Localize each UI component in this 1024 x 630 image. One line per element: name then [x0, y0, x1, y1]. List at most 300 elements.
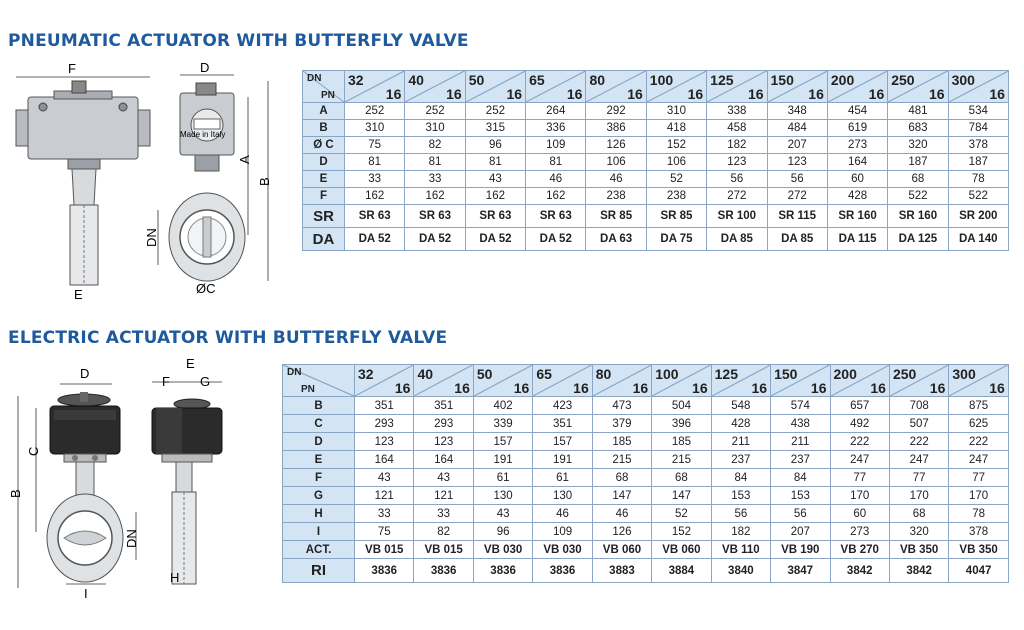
table-cell: 162: [405, 188, 465, 205]
table-row: [303, 188, 1009, 205]
table-cell: 78: [948, 171, 1008, 188]
table-cell: 507: [889, 415, 948, 433]
dn-value: 150: [774, 366, 798, 382]
dn-column-header: [465, 71, 525, 103]
table-cell: 75: [355, 523, 414, 541]
table-row: [283, 451, 1009, 469]
table-row: [303, 137, 1009, 154]
dn-value: 40: [417, 366, 434, 382]
table-cell: 428: [827, 188, 887, 205]
table-cell: 264: [526, 103, 586, 120]
table-cell: 3836: [473, 559, 532, 583]
table-cell: 82: [405, 137, 465, 154]
row-label: I: [283, 523, 355, 541]
table-cell: VB 060: [592, 541, 651, 559]
dn-value: 80: [589, 72, 606, 88]
table-cell: 123: [355, 433, 414, 451]
table-cell: 77: [830, 469, 889, 487]
table-cell: 336: [526, 120, 586, 137]
pneumatic-section-title: PNEUMATIC ACTUATOR WITH BUTTERFLY VALVE: [8, 31, 469, 51]
dn-pn-corner: [303, 71, 345, 103]
row-label: E: [283, 451, 355, 469]
dn-header-label: DN: [287, 367, 302, 378]
pn-value: 16: [506, 86, 523, 102]
dn-header-label: DN: [307, 73, 322, 84]
table-cell: 81: [526, 154, 586, 171]
table-cell: 33: [355, 505, 414, 523]
table-cell: DA 52: [465, 228, 525, 251]
table-cell: 252: [345, 103, 405, 120]
table-cell: 292: [586, 103, 646, 120]
table-cell: 237: [711, 451, 770, 469]
table-cell: SR 63: [405, 205, 465, 228]
dn-column-header: [345, 71, 405, 103]
dn-column-header: [473, 365, 532, 397]
table-cell: 351: [355, 397, 414, 415]
table-cell: 68: [889, 505, 948, 523]
row-label: D: [303, 154, 345, 171]
dn-column-header: [707, 71, 767, 103]
table-cell: VB 030: [533, 541, 592, 559]
table-cell: 68: [592, 469, 651, 487]
table-row: [283, 505, 1009, 523]
table-cell: 46: [533, 505, 592, 523]
electric-section-title: ELECTRIC ACTUATOR WITH BUTTERFLY VALVE: [8, 328, 448, 348]
table-cell: 33: [414, 505, 473, 523]
label-a: A: [237, 155, 252, 164]
table-cell: 315: [465, 120, 525, 137]
table-cell: 252: [405, 103, 465, 120]
table-cell: 339: [473, 415, 532, 433]
table-row: [283, 559, 1009, 583]
row-label: E: [303, 171, 345, 188]
label-c: ØC: [196, 281, 216, 296]
table-cell: 68: [652, 469, 711, 487]
table-cell: 109: [533, 523, 592, 541]
table-cell: 43: [414, 469, 473, 487]
table-cell: 3842: [889, 559, 948, 583]
dn-value: 32: [348, 72, 364, 88]
table-cell: 784: [948, 120, 1008, 137]
table-cell: 164: [414, 451, 473, 469]
table-cell: 247: [830, 451, 889, 469]
table-cell: 492: [830, 415, 889, 433]
dn-column-header: [767, 71, 827, 103]
table-cell: 170: [830, 487, 889, 505]
table-cell: DA 115: [827, 228, 887, 251]
dn-column-header: [405, 71, 465, 103]
row-label: DA: [303, 228, 345, 251]
table-cell: 147: [592, 487, 651, 505]
table-cell: SR 85: [646, 205, 706, 228]
pn-value: 16: [808, 86, 824, 102]
dn-column-header: [949, 365, 1008, 397]
table-cell: 418: [646, 120, 706, 137]
table-cell: 272: [767, 188, 827, 205]
pn-header-label: PN: [321, 90, 335, 101]
table-cell: 56: [711, 505, 770, 523]
label-b: B: [257, 177, 272, 186]
electric-valve-drawing: [4, 352, 276, 602]
nameplate-text: Made in Italy: [180, 130, 226, 139]
pn-value: 16: [566, 86, 583, 102]
dn-column-header: [652, 365, 711, 397]
table-cell: DA 63: [586, 228, 646, 251]
table-row: [303, 154, 1009, 171]
table-cell: 3836: [414, 559, 473, 583]
table-cell: 351: [533, 415, 592, 433]
table-cell: VB 270: [830, 541, 889, 559]
table-cell: 61: [533, 469, 592, 487]
table-cell: 46: [526, 171, 586, 188]
table-cell: 81: [465, 154, 525, 171]
table-cell: 215: [652, 451, 711, 469]
pn-value: 16: [385, 86, 402, 102]
table-cell: 84: [771, 469, 830, 487]
dn-column-header: [533, 365, 592, 397]
table-cell: 548: [711, 397, 770, 415]
table-row: [283, 523, 1009, 541]
dn-value: 200: [833, 366, 857, 382]
table-cell: 378: [948, 137, 1008, 154]
row-label: G: [283, 487, 355, 505]
row-label: A: [303, 103, 345, 120]
table-cell: VB 190: [771, 541, 830, 559]
table-cell: 60: [830, 505, 889, 523]
pn-value: 16: [989, 380, 1005, 396]
table-cell: 222: [949, 433, 1008, 451]
row-label: RI: [283, 559, 355, 583]
table-cell: 619: [827, 120, 887, 137]
table-cell: 81: [405, 154, 465, 171]
table-cell: 109: [526, 137, 586, 154]
table-cell: 272: [707, 188, 767, 205]
table-cell: VB 110: [711, 541, 770, 559]
row-label: F: [283, 469, 355, 487]
table-cell: 211: [711, 433, 770, 451]
dn-value: 150: [770, 72, 794, 88]
electric-actuator-front: [47, 392, 123, 582]
table-cell: 222: [830, 433, 889, 451]
table-cell: 310: [405, 120, 465, 137]
pn-value: 16: [394, 380, 411, 396]
pn-value: 16: [747, 86, 764, 102]
table-cell: 402: [473, 397, 532, 415]
table-cell: SR 63: [465, 205, 525, 228]
row-label: D: [283, 433, 355, 451]
dn-value: 50: [476, 366, 493, 382]
table-cell: SR 100: [707, 205, 767, 228]
table-row: [283, 541, 1009, 559]
table-cell: 293: [414, 415, 473, 433]
table-cell: 386: [586, 120, 646, 137]
table-cell: 504: [652, 397, 711, 415]
table-cell: 273: [830, 523, 889, 541]
table-cell: 96: [465, 137, 525, 154]
table-cell: 187: [948, 154, 1008, 171]
table-cell: 237: [771, 451, 830, 469]
dn-column-header: [771, 365, 830, 397]
pn-value: 16: [929, 380, 946, 396]
table-cell: 428: [711, 415, 770, 433]
table-cell: 96: [473, 523, 532, 541]
table-row: [283, 397, 1009, 415]
dn-value: 125: [710, 72, 734, 88]
table-cell: SR 200: [948, 205, 1008, 228]
table-cell: 320: [888, 137, 948, 154]
table-cell: 708: [889, 397, 948, 415]
table-cell: 77: [889, 469, 948, 487]
table-cell: 396: [652, 415, 711, 433]
label-e: E: [74, 287, 83, 302]
pn-value: 16: [632, 380, 649, 396]
table-cell: 348: [767, 103, 827, 120]
label-f: F: [68, 61, 76, 76]
dn-column-header: [646, 71, 706, 103]
table-cell: 473: [592, 397, 651, 415]
table-cell: 162: [345, 188, 405, 205]
pn-value: 16: [446, 86, 462, 102]
table-cell: 84: [711, 469, 770, 487]
table-cell: 126: [592, 523, 651, 541]
table-cell: 106: [586, 154, 646, 171]
table-cell: 164: [827, 154, 887, 171]
table-cell: DA 85: [707, 228, 767, 251]
row-label: F: [303, 188, 345, 205]
table-cell: 378: [949, 523, 1008, 541]
table-cell: 121: [355, 487, 414, 505]
table-cell: 43: [355, 469, 414, 487]
table-cell: 310: [646, 103, 706, 120]
dn-column-header: [592, 365, 651, 397]
table-cell: 81: [345, 154, 405, 171]
pn-value: 16: [513, 380, 530, 396]
table-cell: 123: [767, 154, 827, 171]
table-row: [303, 120, 1009, 137]
table-row: [283, 415, 1009, 433]
row-label: H: [283, 505, 355, 523]
table-cell: VB 350: [949, 541, 1008, 559]
table-cell: 162: [526, 188, 586, 205]
table-row: [283, 433, 1009, 451]
dn-value: 40: [408, 72, 424, 88]
table-cell: 33: [345, 171, 405, 188]
table-cell: 56: [707, 171, 767, 188]
pn-value: 16: [929, 86, 945, 102]
dn-value: 32: [358, 366, 374, 382]
table-row: [303, 228, 1009, 251]
table-cell: 164: [355, 451, 414, 469]
table-cell: 3836: [533, 559, 592, 583]
dn-value: 65: [536, 366, 552, 382]
table-cell: 379: [592, 415, 651, 433]
table-cell: 60: [827, 171, 887, 188]
table-cell: 247: [889, 451, 948, 469]
dn-value: 100: [649, 72, 674, 88]
table-cell: 310: [345, 120, 405, 137]
table-cell: VB 030: [473, 541, 532, 559]
table-cell: 293: [355, 415, 414, 433]
label-f-electric: F: [162, 374, 170, 389]
pn-value: 16: [687, 86, 704, 102]
header-row: [283, 365, 1009, 397]
table-cell: 238: [586, 188, 646, 205]
pn-value: 16: [692, 380, 708, 396]
table-cell: 123: [707, 154, 767, 171]
table-cell: DA 52: [526, 228, 586, 251]
pneumatic-actuator-front: [16, 81, 150, 285]
table-cell: 484: [767, 120, 827, 137]
table-cell: SR 160: [888, 205, 948, 228]
table-cell: 52: [646, 171, 706, 188]
table-cell: 522: [888, 188, 948, 205]
table-cell: 207: [767, 137, 827, 154]
dn-column-header: [355, 365, 414, 397]
dn-value: 200: [830, 72, 855, 88]
table-cell: 153: [771, 487, 830, 505]
table-cell: 423: [533, 397, 592, 415]
dn-column-header: [830, 365, 889, 397]
dn-column-header: [414, 365, 473, 397]
table-cell: 152: [652, 523, 711, 541]
label-d-electric: D: [80, 366, 90, 381]
table-cell: 78: [949, 505, 1008, 523]
table-cell: 43: [465, 171, 525, 188]
dn-pn-corner: [283, 365, 355, 397]
table-row: [283, 487, 1009, 505]
table-cell: SR 85: [586, 205, 646, 228]
dn-value: 65: [529, 72, 545, 88]
table-cell: 574: [771, 397, 830, 415]
pn-value: 16: [870, 380, 886, 396]
table-row: [303, 205, 1009, 228]
table-cell: 56: [767, 171, 827, 188]
table-cell: DA 85: [767, 228, 827, 251]
table-cell: 238: [646, 188, 706, 205]
table-cell: 215: [592, 451, 651, 469]
table-row: [303, 103, 1009, 120]
pneumatic-spec-table: [302, 70, 1009, 251]
label-g-electric: G: [200, 374, 211, 389]
pneumatic-actuator-side: [169, 83, 245, 281]
row-label: C: [283, 415, 355, 433]
table-row: [303, 171, 1009, 188]
electric-actuator-side: [152, 399, 222, 584]
table-cell: 46: [592, 505, 651, 523]
table-cell: 106: [646, 154, 706, 171]
dn-value: 250: [892, 366, 917, 382]
dn-column-header: [526, 71, 586, 103]
table-cell: 185: [592, 433, 651, 451]
table-cell: 247: [949, 451, 1008, 469]
pn-header-label: PN: [301, 384, 315, 395]
pn-value: 16: [627, 86, 643, 102]
table-cell: 320: [889, 523, 948, 541]
table-cell: VB 060: [652, 541, 711, 559]
table-cell: 458: [707, 120, 767, 137]
table-cell: 207: [771, 523, 830, 541]
dn-column-header: [711, 365, 770, 397]
table-cell: 56: [771, 505, 830, 523]
dn-column-header: [948, 71, 1008, 103]
table-cell: 52: [652, 505, 711, 523]
table-cell: 3842: [830, 559, 889, 583]
table-cell: 61: [473, 469, 532, 487]
header-row: [303, 71, 1009, 103]
label-b-electric: B: [8, 489, 23, 498]
table-cell: 191: [533, 451, 592, 469]
table-cell: DA 125: [888, 228, 948, 251]
table-cell: 170: [889, 487, 948, 505]
table-cell: 152: [646, 137, 706, 154]
table-cell: DA 52: [345, 228, 405, 251]
row-label: B: [283, 397, 355, 415]
dn-column-header: [888, 71, 948, 103]
table-row: [283, 469, 1009, 487]
table-cell: 438: [771, 415, 830, 433]
table-cell: DA 52: [405, 228, 465, 251]
table-cell: VB 015: [414, 541, 473, 559]
table-cell: 153: [711, 487, 770, 505]
table-cell: 3836: [355, 559, 414, 583]
pn-value: 16: [989, 86, 1005, 102]
row-label: B: [303, 120, 345, 137]
label-i-electric: I: [84, 586, 88, 601]
dn-value: 125: [714, 366, 738, 382]
table-cell: 351: [414, 397, 473, 415]
dn-value: 300: [951, 72, 975, 88]
table-cell: 157: [533, 433, 592, 451]
dn-value: 50: [468, 72, 485, 88]
pneumatic-valve-drawing: [10, 55, 290, 305]
table-cell: 683: [888, 120, 948, 137]
table-cell: 191: [473, 451, 532, 469]
table-cell: 121: [414, 487, 473, 505]
table-cell: 147: [652, 487, 711, 505]
electric-spec-table: [282, 364, 1009, 583]
dn-value: 300: [952, 366, 976, 382]
table-cell: 185: [652, 433, 711, 451]
table-cell: SR 115: [767, 205, 827, 228]
table-cell: 625: [949, 415, 1008, 433]
pn-value: 16: [454, 380, 470, 396]
table-cell: VB 350: [889, 541, 948, 559]
table-cell: 43: [473, 505, 532, 523]
table-cell: 3884: [652, 559, 711, 583]
row-label: SR: [303, 205, 345, 228]
table-cell: DA 140: [948, 228, 1008, 251]
table-cell: 187: [888, 154, 948, 171]
table-cell: 522: [948, 188, 1008, 205]
pn-value: 16: [573, 380, 589, 396]
table-cell: 68: [888, 171, 948, 188]
table-cell: 222: [889, 433, 948, 451]
dn-value: 250: [891, 72, 915, 88]
dn-value: 80: [595, 366, 612, 382]
table-cell: 130: [533, 487, 592, 505]
label-e-electric: E: [186, 356, 195, 371]
table-cell: VB 015: [355, 541, 414, 559]
table-cell: 46: [586, 171, 646, 188]
row-label: ACT.: [283, 541, 355, 559]
label-d: D: [200, 60, 210, 75]
table-cell: 77: [949, 469, 1008, 487]
label-dn: DN: [144, 228, 159, 247]
table-cell: 273: [827, 137, 887, 154]
table-cell: 157: [473, 433, 532, 451]
table-cell: 875: [949, 397, 1008, 415]
table-cell: 82: [414, 523, 473, 541]
